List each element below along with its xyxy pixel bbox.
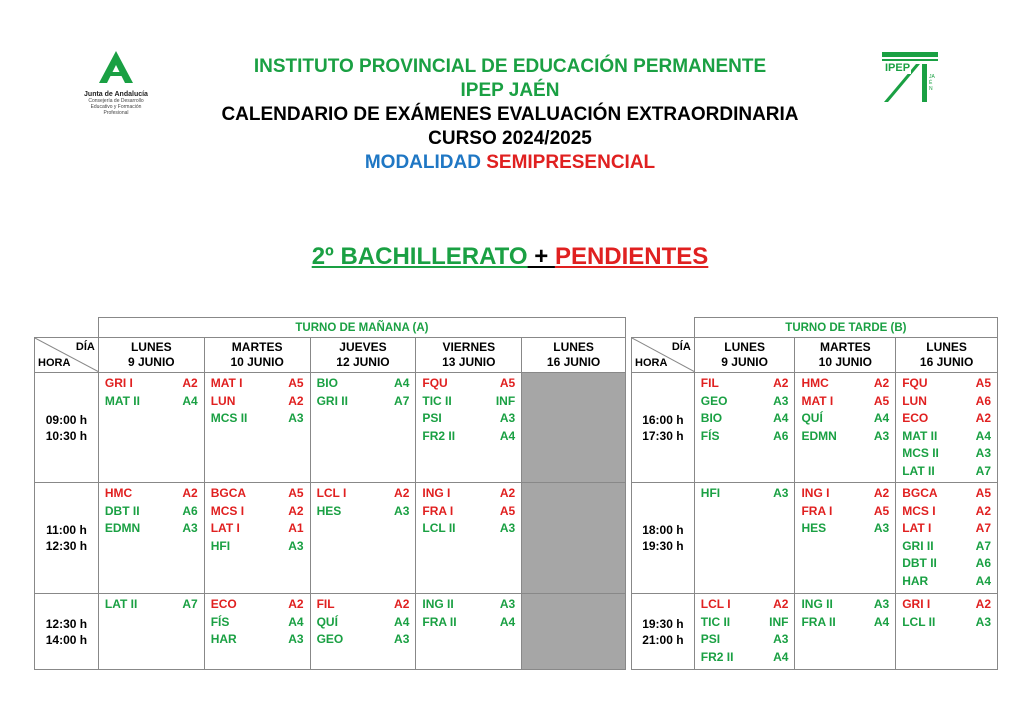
exam-entry (317, 614, 410, 632)
time-start: 19:30 h (642, 616, 684, 631)
exam-entry (422, 410, 515, 428)
exam-entry (211, 485, 304, 503)
room-code: A2 (288, 503, 304, 518)
exam-entry (422, 614, 515, 632)
day-header: LUNES 16 JUNIO (522, 338, 626, 373)
exam-cell (416, 373, 522, 483)
time-slot (35, 483, 99, 594)
subject-code: ING II (422, 597, 454, 611)
room-code: A3 (873, 428, 890, 443)
subject-code: TIC II (700, 614, 731, 629)
room-code: A2 (288, 597, 304, 611)
room-code: A7 (975, 521, 991, 535)
room-code: A2 (773, 597, 789, 611)
room-code: A3 (182, 521, 198, 535)
time-slot (632, 373, 695, 483)
room-code: A7 (182, 597, 198, 611)
exam-cell (98, 483, 204, 594)
subject-code: BIO (316, 376, 338, 390)
room-code: A3 (394, 632, 410, 646)
subject-code: EDMN (801, 428, 837, 443)
subject-code: EDMN (104, 521, 141, 535)
room-code: A3 (873, 521, 890, 535)
exam-cell (310, 483, 416, 594)
subject-code: FQU (422, 376, 448, 390)
exam-entry (801, 614, 889, 632)
dia-label: DÍA (75, 341, 95, 353)
room-code: A6 (975, 393, 991, 408)
subject-code: GEO (316, 632, 344, 646)
exam-cell (204, 594, 310, 670)
room-code: A5 (288, 376, 304, 390)
room-code: A4 (288, 614, 304, 629)
subject-code: LCL I (316, 486, 347, 500)
subject-code: BGCA (902, 486, 938, 500)
exam-entry (701, 485, 789, 503)
subject-code: FRA I (801, 503, 833, 518)
junta-andalucia-emblem-icon (96, 50, 136, 84)
time-end: 12:30 h (45, 539, 88, 553)
exam-cell (310, 594, 416, 670)
exam-entry (902, 463, 991, 481)
exam-cell (310, 373, 416, 483)
day-header: MARTES 10 JUNIO (204, 338, 310, 373)
exam-entry (105, 393, 198, 411)
exam-entry (422, 393, 515, 411)
exam-cell (98, 373, 204, 483)
exam-entry (317, 596, 410, 614)
exam-cell (416, 483, 522, 594)
room-code: A2 (288, 393, 304, 408)
exam-entry (902, 538, 991, 556)
day-header: LUNES 9 JUNIO (694, 338, 795, 373)
room-code: A3 (499, 411, 516, 425)
time-end: 17:30 h (642, 428, 684, 443)
day-header: VIERNES 13 JUNIO (416, 338, 522, 373)
exam-entry (105, 503, 198, 521)
exam-entry (317, 375, 410, 393)
room-code: A4 (773, 411, 789, 425)
room-code: A5 (975, 376, 991, 390)
exam-cell (795, 373, 896, 483)
subject-code: BGCA (210, 486, 247, 500)
time-end: 19:30 h (642, 539, 684, 553)
subject-code: QUÍ (801, 411, 823, 425)
room-code: A5 (873, 393, 890, 408)
subject-code: GRI I (104, 376, 133, 390)
room-code: A2 (499, 486, 516, 500)
subject-code: ING I (801, 486, 830, 500)
subject-code: MCS II (902, 446, 939, 460)
subject-code: FQU (902, 376, 928, 390)
room-code: A3 (499, 521, 516, 535)
exam-entry (902, 596, 991, 614)
exam-entry (801, 410, 889, 428)
time-start: 11:00 h (46, 523, 87, 537)
room-code: A5 (499, 503, 516, 518)
subject-code: MCS I (902, 503, 936, 518)
exam-entry (422, 375, 515, 393)
document-header (150, 55, 870, 175)
exam-entry (701, 428, 789, 446)
subject-code: HES (801, 521, 827, 535)
exam-cell (795, 483, 896, 594)
time-slot (35, 373, 99, 483)
exam-entry (701, 614, 789, 632)
subject-code: TIC II (422, 393, 452, 408)
room-code: A2 (873, 376, 890, 390)
subject-code: ECO (902, 411, 929, 425)
exam-entry (801, 596, 889, 614)
time-end: 14:00 h (45, 632, 88, 647)
subject-code: PSI (700, 632, 721, 646)
room-code: A2 (394, 597, 410, 611)
subject-code: GRI I (902, 597, 931, 611)
subject-code: HES (316, 503, 342, 518)
time-start: 09:00 h (45, 412, 88, 427)
exam-entry (801, 393, 889, 411)
subject-code: DBT II (104, 503, 140, 518)
exam-entry (801, 485, 889, 503)
exam-entry (317, 631, 410, 649)
room-code: A4 (873, 614, 890, 629)
room-code: A2 (773, 376, 789, 390)
exam-entry (211, 538, 304, 556)
exam-entry (701, 596, 789, 614)
exam-entry (105, 485, 198, 503)
subtitle-plus: + (527, 243, 555, 270)
exam-entry (902, 445, 991, 463)
subject-code: ING II (801, 597, 833, 611)
room-code: A4 (975, 428, 991, 443)
exam-entry (211, 375, 304, 393)
exam-cell (204, 373, 310, 483)
exam-entry (317, 485, 410, 503)
exam-entry (211, 614, 304, 632)
exam-entry (422, 503, 515, 521)
subject-code: FRA I (422, 503, 454, 518)
room-code: A3 (773, 393, 789, 408)
exam-cell (694, 483, 795, 594)
exam-entry (902, 520, 991, 538)
room-code: A7 (975, 463, 991, 478)
subject-code: LCL I (700, 597, 731, 611)
schedule-row (35, 483, 626, 594)
institute-name: INSTITUTO PROVINCIAL DE EDUCACIÓN PERMANENTE (253, 56, 767, 77)
ipep-logo-text: IPEP (885, 62, 911, 74)
subject-code: HAR (210, 632, 237, 646)
exam-entry (801, 503, 889, 521)
subject-code: GRI II (316, 393, 348, 408)
room-code: A4 (394, 614, 410, 629)
subject-code: HFI (700, 486, 721, 500)
subject-code: FÍS (210, 614, 230, 629)
subject-code: BIO (700, 411, 723, 425)
subject-code: HAR (902, 573, 929, 588)
room-code: A6 (182, 503, 198, 518)
no-exam-cell (522, 594, 626, 670)
subject-code: GEO (700, 393, 728, 408)
exam-entry (105, 596, 198, 614)
room-code: A3 (288, 538, 304, 553)
room-code: A4 (873, 411, 890, 425)
subject-code: LAT I (210, 521, 240, 535)
room-code: A5 (288, 486, 304, 500)
exam-entry (902, 410, 991, 428)
day-hour-corner (35, 338, 99, 373)
exam-entry (211, 631, 304, 649)
subject-code: FRA II (801, 614, 836, 629)
modality-label: MODALIDAD (364, 152, 481, 173)
room-code: A2 (182, 486, 198, 500)
room-code: A3 (975, 614, 991, 629)
hora-label: HORA (38, 357, 71, 369)
subject-code: MCS I (210, 503, 245, 518)
time-start: 18:00 h (642, 523, 684, 537)
room-code: A4 (975, 573, 991, 588)
institute-short-name: IPEP JAÉN (460, 80, 560, 101)
exam-entry (801, 428, 889, 446)
exam-entry (422, 485, 515, 503)
exam-entry (902, 375, 991, 393)
room-code: A1 (288, 521, 304, 535)
exam-cell (204, 483, 310, 594)
morning-shift-title: TURNO DE MAÑANA (A) (98, 318, 625, 338)
modality (150, 151, 870, 175)
schedule-row (632, 483, 998, 594)
exam-entry (105, 375, 198, 393)
subject-code: PSI (422, 411, 442, 425)
subject-code: LAT I (902, 521, 932, 535)
room-code: A2 (975, 503, 991, 518)
room-code: A3 (288, 411, 304, 425)
room-code: A2 (182, 376, 198, 390)
subject-code: DBT II (902, 556, 937, 570)
room-code: A2 (394, 486, 410, 500)
exam-entry (701, 649, 789, 667)
exam-entry (211, 596, 304, 614)
junta-andalucia-logo (80, 50, 152, 116)
exam-entry (422, 596, 515, 614)
subject-code: FÍS (700, 428, 720, 443)
subject-code: LUN (210, 393, 236, 408)
school-year: CURSO 2024/2025 (428, 128, 592, 149)
subject-code: QUÍ (316, 614, 338, 629)
day-hour-corner (632, 338, 695, 373)
afternoon-schedule-table (631, 317, 998, 670)
afternoon-shift-title: TURNO DE TARDE (B) (694, 318, 997, 338)
calendar-title: CALENDARIO DE EXÁMENES EVALUACIÓN EXTRAORDINARIA (221, 104, 799, 125)
exam-cell (416, 594, 522, 670)
exam-entry (211, 393, 304, 411)
course-subtitle (150, 243, 870, 271)
day-header: JUEVES 12 JUNIO (310, 338, 416, 373)
room-code: A3 (499, 597, 516, 611)
subject-code: GRI II (902, 538, 934, 553)
room-code: A4 (499, 614, 516, 629)
day-header: MARTES 10 JUNIO (795, 338, 896, 373)
schedule-row (632, 373, 998, 483)
time-end: 21:00 h (642, 632, 684, 647)
subject-code: HMC (801, 376, 829, 390)
exam-entry (105, 520, 198, 538)
room-code: A6 (975, 556, 991, 570)
logo-left-subtitle: Consejería de Desarrollo Educativo y Formación Profesional (88, 98, 144, 116)
subject-code: LUN (902, 393, 927, 408)
ipep-logo (880, 50, 940, 105)
subject-code: LCL II (422, 521, 456, 535)
room-code: A7 (975, 538, 991, 553)
subject-code: LCL II (902, 614, 936, 629)
subject-code: FIL (316, 597, 335, 611)
exam-cell (896, 483, 998, 594)
subject-code: MAT I (210, 376, 243, 390)
room-code: A3 (288, 632, 304, 646)
exam-entry (902, 428, 991, 446)
day-header: LUNES 16 JUNIO (896, 338, 998, 373)
time-slot (632, 594, 695, 670)
room-code: A6 (773, 428, 789, 443)
room-code: A4 (182, 393, 198, 408)
room-code: A3 (773, 632, 789, 646)
room-code: A5 (499, 376, 516, 390)
exam-entry (211, 410, 304, 428)
room-code: A2 (975, 597, 991, 611)
time-start: 12:30 h (45, 616, 88, 631)
time-end: 10:30 h (45, 428, 88, 443)
hora-label: HORA (635, 357, 668, 369)
subject-code: MAT II (104, 393, 140, 408)
exam-entry (801, 520, 889, 538)
exam-cell (896, 594, 998, 670)
exam-entry (902, 573, 991, 591)
subject-code: FIL (700, 376, 719, 390)
room-code: A5 (873, 503, 890, 518)
exam-entry (902, 555, 991, 573)
exam-entry (211, 520, 304, 538)
room-code: A4 (394, 376, 410, 390)
time-slot (35, 594, 99, 670)
exam-entry (701, 375, 789, 393)
exam-entry (801, 375, 889, 393)
room-code: A2 (975, 411, 991, 425)
room-code: INF (495, 393, 516, 408)
subject-code: MAT II (902, 428, 938, 443)
exam-entry (422, 520, 515, 538)
exam-entry (701, 631, 789, 649)
exam-entry (902, 614, 991, 632)
no-exam-cell (522, 373, 626, 483)
course-pending: PENDIENTES (554, 243, 709, 270)
exam-entry (902, 485, 991, 503)
subject-code: LAT II (902, 463, 935, 478)
exam-entry (211, 503, 304, 521)
exam-cell (795, 594, 896, 670)
schedule-row (35, 594, 626, 670)
room-code: A5 (975, 486, 991, 500)
exam-cell (98, 594, 204, 670)
room-code: A7 (394, 393, 410, 408)
room-code: A3 (975, 446, 991, 460)
schedule-row (35, 373, 626, 483)
exam-entry (902, 393, 991, 411)
exam-cell (896, 373, 998, 483)
subject-code: HFI (210, 538, 231, 553)
no-exam-cell (522, 483, 626, 594)
subject-code: MCS II (210, 411, 248, 425)
exam-entry (317, 393, 410, 411)
subject-code: FR2 II (700, 649, 734, 664)
exam-entry (701, 410, 789, 428)
dia-label: DÍA (671, 341, 691, 353)
subject-code: FR2 II (422, 428, 456, 443)
exam-entry (902, 503, 991, 521)
subject-code: LAT II (104, 597, 138, 611)
exam-entry (701, 393, 789, 411)
day-header: LUNES 9 JUNIO (98, 338, 204, 373)
schedule-row (632, 594, 998, 670)
subject-code: MAT I (801, 393, 834, 408)
exam-entry (317, 503, 410, 521)
room-code: A3 (394, 503, 410, 518)
ipep-logo-sub: JAÉN (929, 74, 935, 92)
room-code: A3 (873, 597, 890, 611)
course-level: 2º BACHILLERATO (311, 243, 528, 270)
room-code: A4 (499, 428, 516, 443)
room-code: INF (769, 614, 789, 629)
room-code: A2 (873, 486, 890, 500)
subject-code: FRA II (422, 614, 457, 629)
exam-entry (422, 428, 515, 446)
time-start: 16:00 h (642, 412, 684, 427)
room-code: A3 (773, 486, 789, 500)
subject-code: HMC (104, 486, 133, 500)
modality-value: SEMIPRESENCIAL (486, 152, 656, 173)
logo-left-name: Junta de Andalucía (84, 91, 148, 98)
subject-code: ECO (210, 597, 237, 611)
room-code: A4 (773, 649, 789, 664)
morning-schedule-table (34, 317, 626, 670)
exam-cell (694, 594, 795, 670)
exam-cell (694, 373, 795, 483)
subject-code: ING I (422, 486, 451, 500)
time-slot (632, 483, 695, 594)
